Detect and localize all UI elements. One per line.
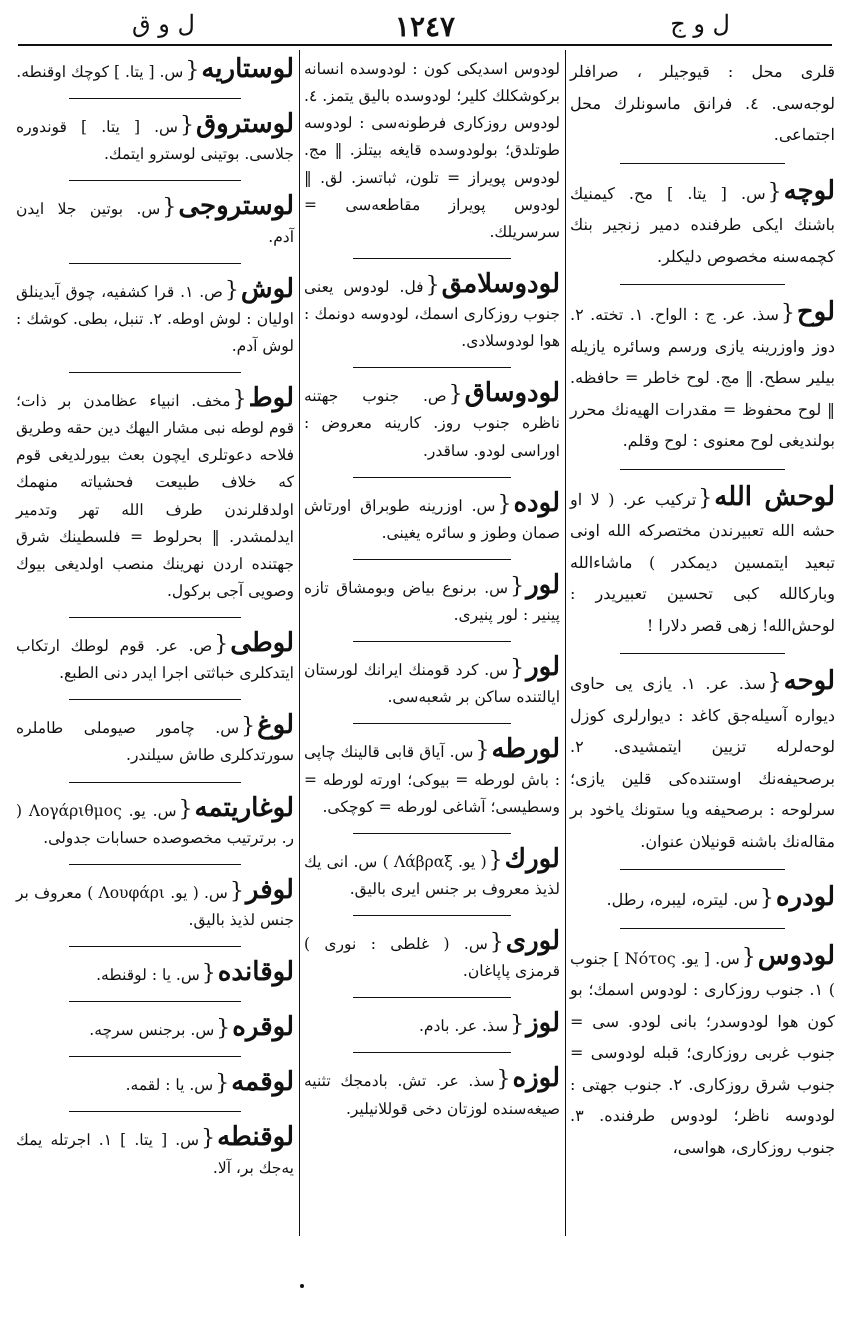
brace-icon: {	[767, 670, 782, 695]
brace-icon: {	[698, 485, 713, 511]
headword: لودوس	[757, 940, 836, 971]
dictionary-entry	[570, 941, 835, 1164]
entry-separator	[620, 163, 784, 164]
entry-separator	[353, 367, 512, 368]
brace-icon: {	[229, 878, 244, 904]
definition-text: ص. عر. قوم لوطك ارتكاب ايتدكلرى خباثتى اجرا ايدر دنى الطبع.	[16, 637, 294, 683]
entry-separator	[69, 1001, 241, 1002]
dictionary-entry	[16, 273, 294, 360]
brace-icon: {	[425, 272, 440, 298]
brace-icon: {	[201, 1126, 216, 1152]
definition-text: س. ( يو. Λουφάρι ) معروف بر جنس لذيذ باليق.	[16, 883, 294, 929]
definition-text: س. بوتين جلا ايدن آدم.	[16, 200, 294, 246]
brace-icon: {	[510, 573, 525, 599]
headword: لوز	[526, 1008, 560, 1039]
headword: لوحش الله	[714, 481, 835, 512]
entry-separator	[69, 98, 241, 99]
dictionary-entry	[16, 1014, 294, 1044]
entry-separator	[353, 258, 512, 259]
headword: لودره	[775, 882, 835, 912]
entry-separator	[69, 263, 241, 264]
dictionary-entry	[16, 111, 294, 168]
headword: لوغاريتمه	[194, 792, 295, 823]
definition-text: س. برجنس سرچه.	[89, 1021, 215, 1040]
definition-text: س. [ يتا. ] كوچك اوقنطه.	[16, 63, 184, 81]
dictionary-entry	[304, 569, 560, 629]
brace-icon: {	[767, 179, 782, 205]
definition-text: س. برنوع بياض وبومشاق تازه پينير : لور پنيرى.	[304, 578, 560, 624]
brace-icon: {	[215, 1071, 230, 1097]
entry-separator	[620, 284, 784, 285]
definition-text: س. يو. Λογάριθμος ( ر. برترتيب مخصوصده حسابات جدولى.	[16, 801, 294, 847]
dictionary-entry	[16, 630, 294, 687]
dictionary-entry	[570, 666, 835, 857]
entry-separator	[69, 617, 241, 618]
entry-separator	[69, 1056, 241, 1057]
definition-text: س. [ يتا. ] قوندوره جلاسى. بوتينى لوسترو ايتمك.	[16, 118, 294, 164]
entry-separator	[353, 997, 512, 998]
headword: لوچه	[783, 175, 835, 206]
brace-icon: {	[488, 847, 503, 873]
headword: لوغ	[257, 710, 294, 741]
definition-text: س. آياق قابى قالينك چاپى : باش لورطه = بيوكى؛ اورته لورطه = وسطيسى؛ آشاغى لورطه = كوچكى.	[304, 743, 560, 816]
definition-text: س. يا : لوقنطه.	[96, 966, 200, 984]
headword: لودوسلامق	[441, 268, 560, 299]
page-header	[18, 8, 832, 46]
entry-separator	[353, 1052, 512, 1053]
headword: لوح	[796, 297, 836, 327]
entry-separator	[620, 469, 784, 470]
headword: لوقنطه	[217, 1122, 294, 1153]
entry-separator	[69, 180, 241, 181]
entry-separator	[69, 1111, 241, 1112]
dictionary-entry	[570, 882, 835, 916]
column-left	[16, 56, 294, 1194]
dictionary-entry	[304, 736, 560, 820]
entry-separator	[620, 928, 784, 929]
column-middle	[304, 56, 560, 1135]
brace-icon: {	[759, 886, 774, 911]
definition-text: ص. ١. قرا كشفيه، چوق آيدينلق اوليان : لوش اوطه. ٢. تنبل، بطى. كوشك : لوش آدم.	[16, 282, 294, 355]
brace-icon: {	[510, 1012, 525, 1038]
brace-icon: {	[162, 195, 177, 221]
entry-separator	[69, 782, 241, 783]
dictionary-entry	[570, 56, 835, 151]
headword: لورك	[504, 843, 560, 874]
brace-icon: {	[741, 944, 756, 970]
page-mark	[300, 1284, 304, 1288]
headword: لور	[526, 569, 560, 600]
brace-icon: {	[216, 1016, 231, 1042]
entry-separator	[353, 723, 512, 724]
definition-text: سذ. عر. بادم.	[418, 1017, 509, 1036]
dictionary-entry	[304, 487, 560, 547]
brace-icon: {	[224, 277, 239, 303]
definition-text: قلرى محل : قيوجيلر ، صرافلر لوجه‌سى. ٤. فرانق ماسونلرك محل اجتماعى.	[570, 62, 835, 144]
entry-separator	[620, 869, 784, 870]
headword: لوقمه	[231, 1067, 294, 1098]
headword: لوقره	[232, 1012, 294, 1043]
entry-separator	[353, 559, 512, 560]
brace-icon: {	[201, 961, 216, 986]
headword: لوستروق	[195, 109, 294, 140]
dictionary-entry	[16, 874, 294, 934]
dictionary-entry	[16, 792, 295, 852]
definition-text: ص. جنوب جهتنه ناظره جنوب روز. كارينه معروض : اوراسى لودو. ساقدر.	[304, 387, 560, 460]
brace-icon: {	[496, 1067, 511, 1093]
column-right	[570, 56, 835, 1175]
brace-icon: {	[510, 656, 525, 682]
dictionary-entry	[16, 193, 294, 250]
brace-icon: {	[178, 796, 193, 822]
dictionary-entry	[16, 959, 294, 989]
headword: لوفر	[245, 874, 294, 905]
dictionary-entry	[16, 56, 294, 86]
headword: لوطى	[230, 628, 294, 658]
definition-text: سذ. عر. ج : الواح. ١. تخته. ٢. دوز واوزرينه يازى ورسم وسائره يازيله بيلير سطح. ‖ مج. لوح خاطر = حافظه. ‖ لوح محفوظ = مقدرات الهيه‌نك محرر بولنديغى لوح معنوى : لوح وقلم.	[570, 305, 835, 450]
dictionary-entry	[304, 843, 560, 903]
dictionary-entry	[304, 1065, 560, 1122]
entry-separator	[69, 372, 241, 373]
brace-icon: {	[185, 58, 200, 83]
entry-separator	[69, 699, 241, 700]
definition-text: س. كرد قومنك ايرانك لورستان ايالتنده ساكن بر شعبه‌سى.	[304, 661, 560, 707]
entry-separator	[353, 641, 512, 642]
definition-text: س. [ يو. Νότος ] جنوب ) ١. جنوب روزكارى : لودوس اسمك؛ بو كون هوا لودوسدر؛ بانى لودو. سى = جنوب غربى روزكارى؛ قبله لودوسى = جنوب شرق روزكارى. ٢. جنوب جهتى : لودوسه ناظر؛ لودوس طرفنده. ٣. جنوب روزكارى، هواسى،	[570, 948, 836, 1157]
dictionary-entry	[16, 712, 294, 769]
entry-separator	[69, 946, 241, 947]
definition-text: س. [ يتا. ] ١. اجرتله يمك يه‌جك بر، آلا.	[16, 1131, 294, 1177]
headword: لوزه	[512, 1063, 560, 1094]
headword: لوده	[513, 487, 560, 518]
definition-text: س. [ يتا. ] مح. كيمنيك باشنك ايكى طرفنده دمير زنجير بنك كچمه‌سنه مخصوص دليكلر.	[570, 183, 835, 266]
definition-text: س. يا : لقمه.	[125, 1076, 214, 1095]
definition-text: لودوس اسديكى كون : لودوسده انسانه بركوشكلك كلير؛ لودوسده باليق يتمز. ٤. لودوس روزكارى فرطونه‌سى : لودوسه طوتلدق؛ بولودوسده قايغه بيتلز. ‖ مج. لودوس پويراز = تلون، ثباتسز. لق. ‖ لودوس پويراز مقاطعه‌سى = سرسريلك.	[304, 60, 560, 241]
brace-icon: {	[214, 632, 229, 657]
headword: لورطه	[491, 734, 560, 765]
headword: لوستروجى	[178, 191, 294, 222]
header-right-letters: ل و ج	[670, 10, 730, 38]
definition-text: ( يو. Λάβραξ ) س. انى يك لذيذ معروف بر جنس ايرى باليق.	[304, 852, 560, 898]
dictionary-entry	[304, 268, 560, 355]
headword: لوقانده	[217, 957, 294, 987]
brace-icon: {	[475, 738, 490, 764]
brace-icon: {	[241, 714, 256, 740]
dictionary-entry	[304, 56, 560, 246]
brace-icon: {	[448, 382, 463, 408]
headword: لور	[526, 652, 560, 683]
entry-separator	[353, 833, 512, 834]
headword: لوط	[248, 383, 294, 413]
brace-icon: {	[179, 113, 194, 139]
brace-icon: {	[497, 491, 512, 517]
entry-separator	[353, 915, 512, 916]
page-number: ١٢٤٧	[394, 10, 456, 43]
dictionary-entry	[570, 176, 835, 273]
dictionary-entry	[304, 380, 560, 464]
brace-icon: {	[780, 301, 795, 326]
definition-text: سذ. عر. تش. بادمجك تثنيه صيغه‌سنده لوزتان دخى قوللانيلير.	[304, 1072, 560, 1118]
dictionary-entry	[570, 482, 835, 642]
definition-text: س. چامور صيوملى طاملرە سورتدكلرى طاش سيلندر.	[16, 719, 294, 765]
column-divider-left	[299, 50, 300, 1236]
headword: لوحه	[783, 666, 835, 696]
dictionary-entry	[16, 385, 294, 605]
dictionary-entry	[16, 1069, 294, 1099]
headword: لودوساق	[464, 378, 560, 409]
headword: لوش	[240, 273, 294, 304]
header-left-letters: ل و ق	[132, 10, 195, 38]
definition-text: سذ. عر. ١. يازى يى حاوى ديواره آسيله‌جق كاغد : ديوارلرى كوزل لوحه‌لرله تزيين ايتمشيدى. ٢. برصحيفه‌نك اوستنده‌كى قلين يازى؛ سرلوحه : برصحيفه ويا ستونك ياخود بر مقاله‌نك باشنه قونيلان عنوان.	[570, 674, 835, 851]
definition-text: فل. لودوس يعنى جنوب روزكارى اسمك، لودوسه دونمك : هوا لودوسلادى.	[304, 277, 560, 351]
headword: لوستاريه	[201, 54, 294, 84]
definition-text: مخف. انبياء عظامدن بر ذات؛ قوم لوطه نبى مشار اليهك دين حقه وطريق فلاحه دعوتلرى ايچون بعث بيورلديغى قوم كه خلاف طبيعت فحشياته منهمك اولدقلرندن طرف الله تهر وتدمير ايدلمشدر. ‖ بحرلوط = فلسطينك شرق جهتنده اردن نهرينك منصب اولديغى بيوك وصويى آجى بركول.	[16, 392, 294, 600]
definition-text: س. اوزرينه طوبراق اورتاش صمان وطوز و سائره يغينى.	[304, 496, 560, 542]
entry-separator	[353, 477, 512, 478]
definition-text: س. ( غلطى : نورى ) قرمزى پاپاغان.	[304, 935, 560, 981]
entry-separator	[620, 653, 784, 654]
brace-icon: {	[232, 387, 247, 412]
column-divider-right	[565, 50, 566, 1236]
entry-separator	[69, 864, 241, 865]
brace-icon: {	[489, 930, 504, 955]
dictionary-entry	[16, 1124, 294, 1181]
dictionary-entry	[570, 297, 835, 457]
definition-text: س. ليتره، ليبره، رطل.	[606, 890, 758, 909]
headword: لورى	[505, 926, 560, 956]
dictionary-entry	[304, 928, 560, 985]
definition-text: تركيب عر. ( لا او حشه الله تعبيرندن مختصركه الله اونى تبعيد ايتمسين ديمكدر ) ماشاءالله وباركالله كبى تحسين تعبيريدر : لوحش‌الله! زهى قصر دلارا !	[570, 489, 835, 635]
dictionary-entry	[304, 654, 560, 711]
dictionary-entry	[304, 1010, 560, 1040]
